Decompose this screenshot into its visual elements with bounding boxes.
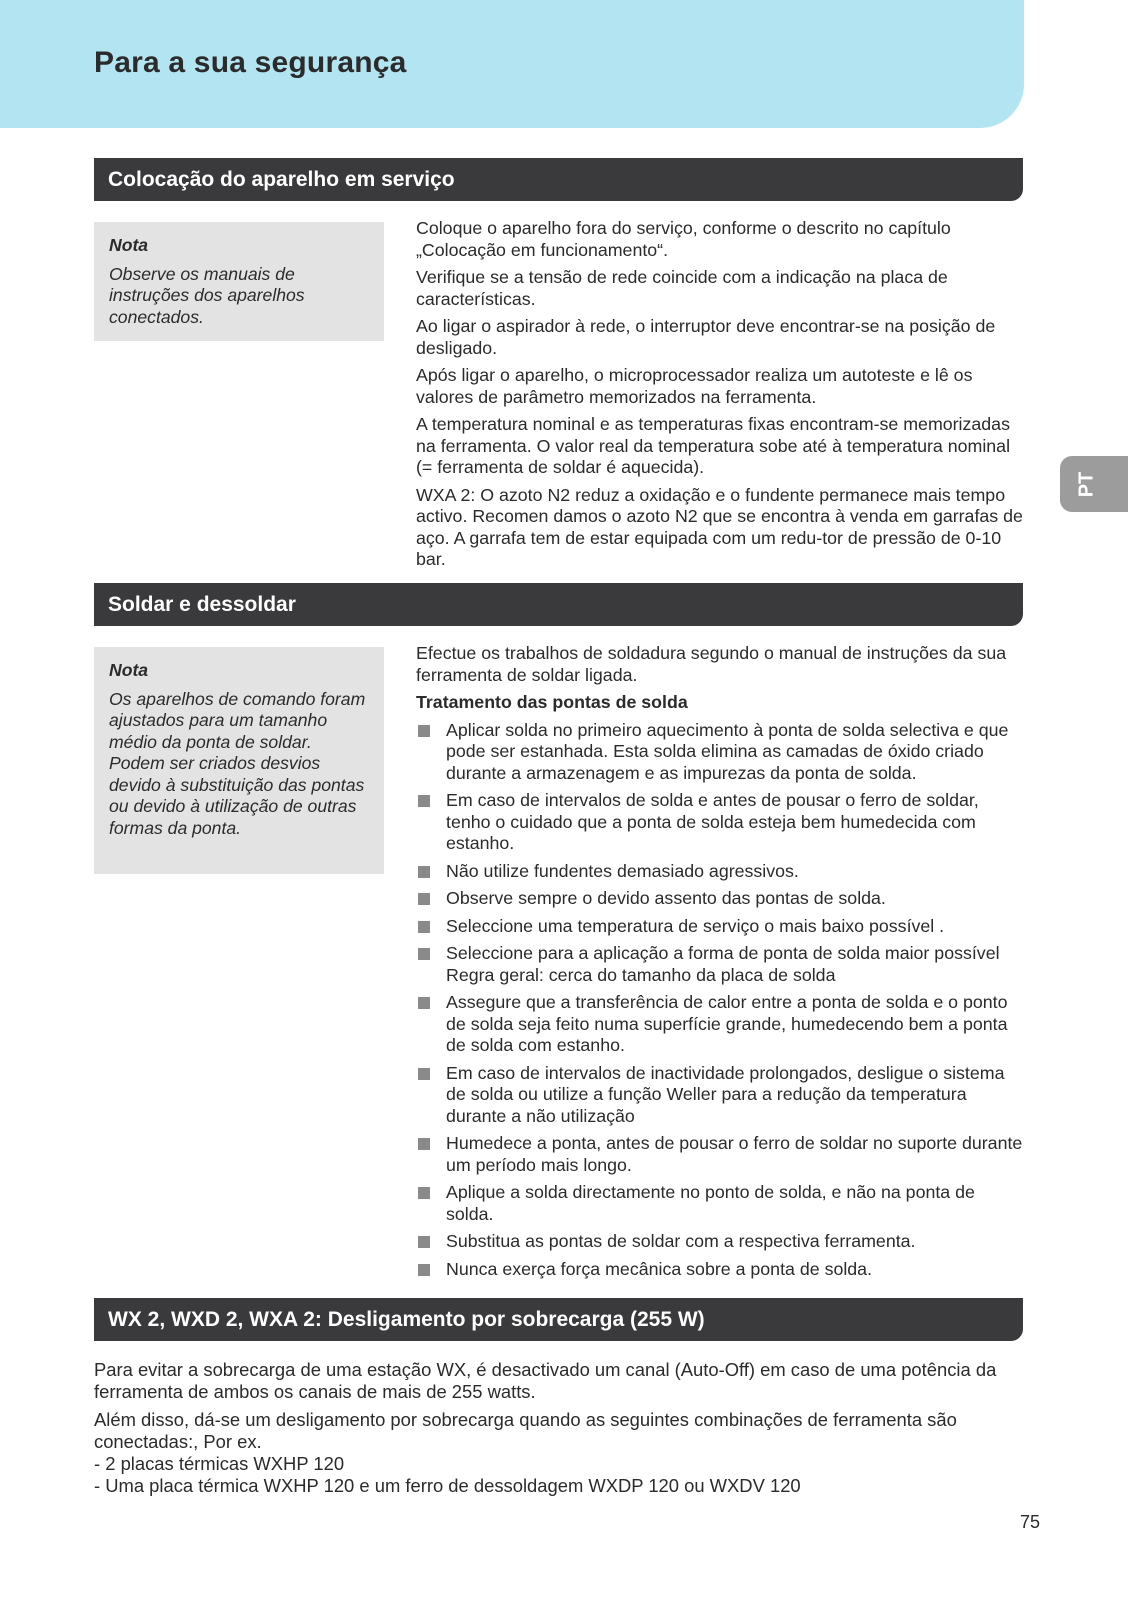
soldering-text-column: [416, 643, 1024, 1286]
tip-care-list: [416, 720, 1024, 1281]
paragraph: Para evitar a sobrecarga de uma estação WX, é desactivado um canal (Auto-Off) em caso de uma potência da ferramenta de ambos os canais de mais de 255 watts.: [94, 1359, 997, 1402]
dash-list-item: - Uma placa térmica WXHP 120 e um ferro de dessoldagem WXDP 120 ou WXDV 120: [94, 1475, 801, 1496]
page-number: 75: [1020, 1512, 1041, 1532]
overload-text: [94, 1359, 1024, 1497]
bullet-square-icon: [418, 866, 430, 878]
note-text: Observe os manuais de instruções dos aparelhos conectados.: [109, 263, 305, 327]
paragraph: Além disso, dá-se um desligamento por sobrecarga quando as seguintes combinações de ferramenta são conectadas:, Por ex.: [94, 1409, 957, 1452]
paragraph: A temperatura nominal e as temperaturas fixas encontram-se memorizadas na ferramenta. O valor real da temperatura sobe até à temperatura nominal (= ferramenta de soldar é aquecida).: [416, 414, 1011, 477]
note-box-service: [94, 222, 384, 341]
list-item: Humedece a ponta, antes de pousar o ferro de soldar no suporte durante um período mais longo.: [416, 1133, 1024, 1176]
list-item: Aplicar solda no primeiro aquecimento à ponta de solda selectiva e que pode ser estanhada. Esta solda elimina as camadas de óxido criado durante a armazenagem e as impurezas da ponta de solda.: [416, 720, 1024, 785]
bullet-square-icon: [418, 893, 430, 905]
bullet-square-icon: [418, 948, 430, 960]
paragraph: Verifique se a tensão de rede coincide com a indicação na placa de características.: [416, 267, 948, 309]
list-item: Observe sempre o devido assento das pontas de solda.: [416, 888, 1024, 910]
note-text: Os aparelhos de comando foram ajustados para um tamanho médio da ponta de soldar. Podem ser criados desvios devido à substituição das pontas ou devido à utilização de outras formas da ponta.: [109, 688, 366, 838]
note-title: Nota: [109, 235, 149, 255]
paragraph: Após ligar o aparelho, o microprocessador realiza um autoteste e lê os valores de parâmetro memorizados na ferramenta.: [416, 365, 973, 407]
list-item: Em caso de intervalos de solda e antes de pousar o ferro de soldar, tenho o cuidado que a ponta de solda esteja bem humedecida com estanho.: [416, 790, 1024, 855]
service-text-column: [416, 218, 1024, 577]
bullet-square-icon: [418, 725, 430, 737]
section-heading-soldering: Soldar e dessoldar: [94, 583, 1023, 626]
list-item: Em caso de intervalos de inactividade prolongados, desligue o sistema de solda ou utilize a função Weller para a redução da temperatura durante a não utilização: [416, 1063, 1024, 1128]
language-tab: [1060, 456, 1128, 512]
paragraph: Ao ligar o aspirador à rede, o interruptor deve encontrar-se na posição de desligado.: [416, 316, 996, 358]
paragraph: WXA 2: O azoto N2 reduz a oxidação e o fundente permanece mais tempo activo. Recomen damos o azoto N2 que se encontra à venda em garrafas de aço. A garrafa tem de estar equipada com um redu-tor de pressão de 0-10 bar.: [416, 484, 1023, 569]
bullet-square-icon: [418, 921, 430, 933]
bullet-square-icon: [418, 1236, 430, 1248]
list-item: Seleccione para a aplicação a forma de ponta de solda maior possível Regra geral: cerca do tamanho da placa de solda: [416, 943, 1024, 986]
paragraph: Coloque o aparelho fora do serviço, conforme o descrito no capítulo „Colocação em funcionamento“.: [416, 218, 951, 260]
bullet-square-icon: [418, 997, 430, 1009]
language-tab-label: PT: [1075, 471, 1098, 498]
section-heading-service: Colocação do aparelho em serviço: [94, 158, 1023, 201]
paragraph: Efectue os trabalhos de soldadura segundo o manual de instruções da sua ferramenta de soldar ligada.: [416, 643, 1007, 685]
list-item: Substitua as pontas de soldar com a respectiva ferramenta.: [416, 1231, 1024, 1253]
bullet-square-icon: [418, 1264, 430, 1276]
list-item: Seleccione uma temperatura de serviço o mais baixo possível .: [416, 916, 1024, 938]
list-item: Aplique a solda directamente no ponto de solda, e não na ponta de solda.: [416, 1182, 1024, 1225]
list-item: Nunca exerça força mecânica sobre a ponta de solda.: [416, 1259, 1024, 1281]
bullet-square-icon: [418, 795, 430, 807]
section-heading-overload: WX 2, WXD 2, WXA 2: Desligamento por sobrecarga (255 W): [94, 1298, 1023, 1341]
list-item: Assegure que a transferência de calor entre a ponta de solda e o ponto de solda seja feito numa superfície grande, humedecendo bem a ponta de solda com estanho.: [416, 992, 1024, 1057]
subheading: Tratamento das pontas de solda: [416, 692, 688, 712]
list-item-note: Regra geral: cerca do tamanho da placa de solda: [446, 964, 836, 985]
bullet-square-icon: [418, 1068, 430, 1080]
page-title: Para a sua segurança: [94, 46, 407, 79]
note-title: Nota: [109, 660, 149, 680]
list-item: Não utilize fundentes demasiado agressivos.: [416, 861, 1024, 883]
bullet-square-icon: [418, 1138, 430, 1150]
bullet-square-icon: [418, 1187, 430, 1199]
dash-list-item: - 2 placas térmicas WXHP 120: [94, 1453, 345, 1474]
note-box-soldering: [94, 647, 384, 874]
